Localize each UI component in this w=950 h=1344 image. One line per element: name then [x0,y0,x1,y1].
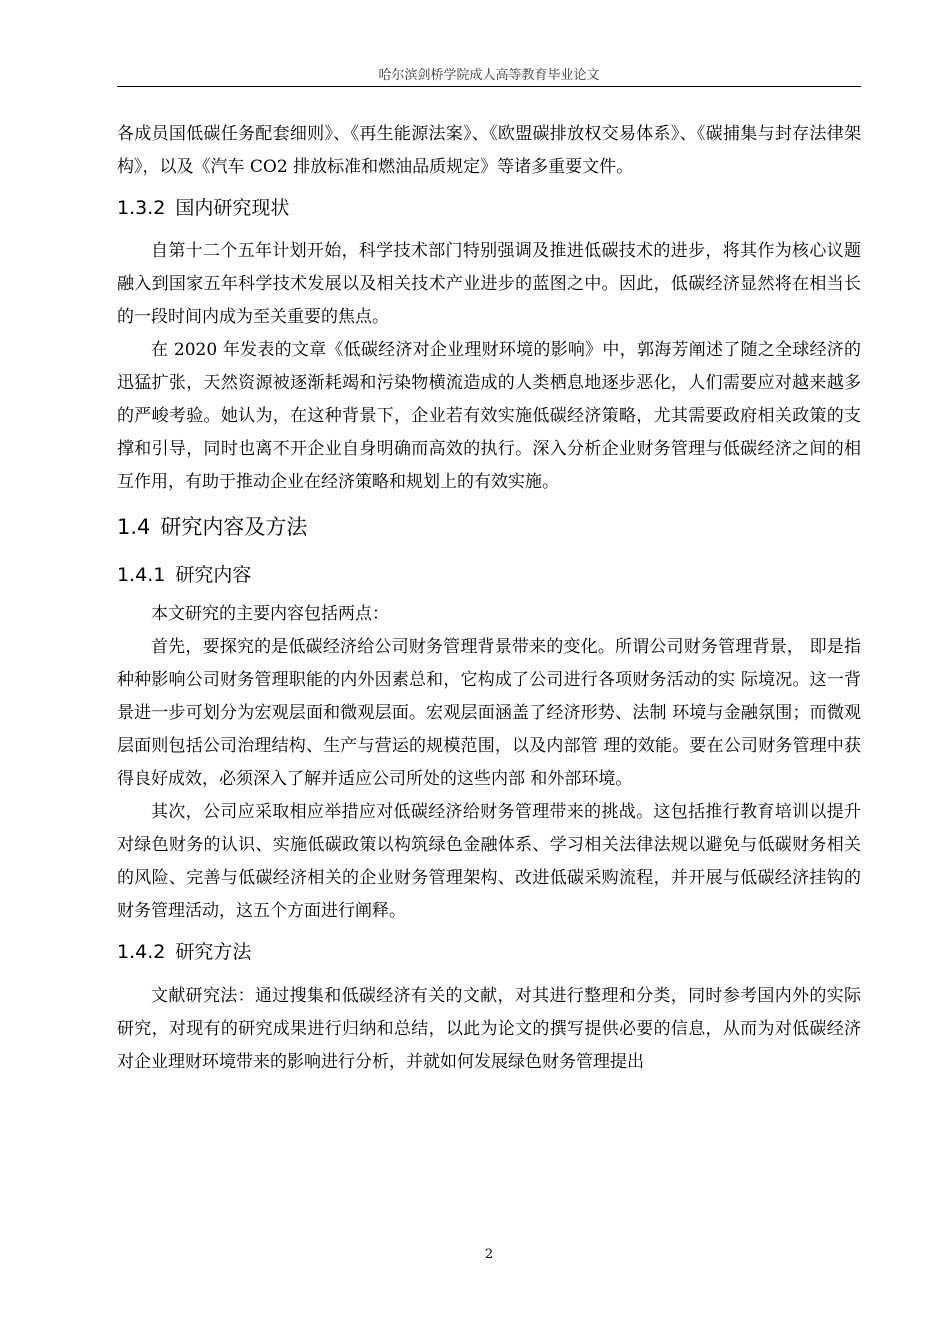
page-number: 2 [484,1247,494,1262]
subsection-heading [117,932,861,972]
paragraph: 各成员国低碳任务配套细则》、《再生能源法案》、《欧盟碳排放权交易体系》、《碳捕集与封存法律架构》，以及《汽车 CO2 排放标准和燃油品质规定》等诸多重要文件。 [117,124,861,177]
running-header: 哈尔滨剑桥学院成人高等教育毕业论文 [378,68,600,83]
heading-title: 研究方法 [175,941,252,963]
heading-title: 国内研究现状 [175,197,290,219]
paragraph: 本文研究的主要内容包括两点： [151,604,389,624]
document-body [117,118,861,1079]
heading-number: 1.4 [117,515,151,539]
heading-title: 研究内容 [175,564,252,586]
paragraph: 首先，要探究的是低碳经济给公司财务管理背景带来的变化。所谓公司财务管理背景， 即是指种种影响公司财务管理职能的内外因素总和，它构成了公司进行各项财务活动的实 际境况。这一背景进一步可划分为宏观层面和微观层面。宏观层面涵盖了经济形势、法制 环境与金融氛围；而微观层面则包括公司治理结构、生产与营运的规模范围，以及内部管 理的效能。要在公司财务管理中获得良好成效，必须深入了解并适应公司所处的这些内部 和外部环境。 [117,637,861,789]
paragraph: 文献研究法：通过搜集和低碳经济有关的文献，对其进行整理和分类，同时参考国内外的实际研究，对现有的研究成果进行归纳和总结，以此为论文的撰写提供必要的信息，从而为对低碳经济对企业理财环境带来的影响进行分析，并就如何发展绿色财务管理提出 [117,986,861,1072]
paragraph: 其次，公司应采取相应举措应对低碳经济给财务管理带来的挑战。这包括推行教育培训以提升对绿色财务的认识、实施低碳政策以构筑绿色金融体系、学习相关法律法规以避免与低碳财务相关的风险、完善与低碳经济相关的企业财务管理架构、改进低碳采购流程，并开展与低碳经济挂钩的财务管理活动，这五个方面进行阐释。 [117,802,861,921]
paragraph: 自第十二个五年计划开始，科学技术部门特别强调及推进低碳技术的进步，将其作为核心议题融入到国家五年科学技术发展以及相关技术产业进步的蓝图之中。因此，低碳经济显然将在相当长的一段时间内成为至关重要的焦点。 [117,241,861,327]
section-heading [117,505,861,549]
subsection-heading [117,188,861,228]
subsection-heading [117,555,861,595]
heading-number: 1.3.2 [117,197,166,219]
paragraph: 在 2020 年发表的文章《低碳经济对企业理财环境的影响》中，郭海芳阐述了随之全球经济的迅猛扩张，天然资源被逐渐耗竭和污染物横流造成的人类栖息地逐步恶化，人们需要应对越来越多的严峻考验。她认为，在这种背景下，企业若有效实施低碳经济策略，尤其需要政府相关政策的支撑和引导，同时也离不开企业自身明确而高效的执行。深入分析企业财务管理与低碳经济之间的相互作用，有助于推动企业在经济策略和规划上的有效实施。 [117,340,861,492]
heading-title: 研究内容及方法 [160,515,308,539]
heading-number: 1.4.2 [117,941,166,963]
heading-number: 1.4.1 [117,564,166,586]
header-divider [117,86,861,87]
